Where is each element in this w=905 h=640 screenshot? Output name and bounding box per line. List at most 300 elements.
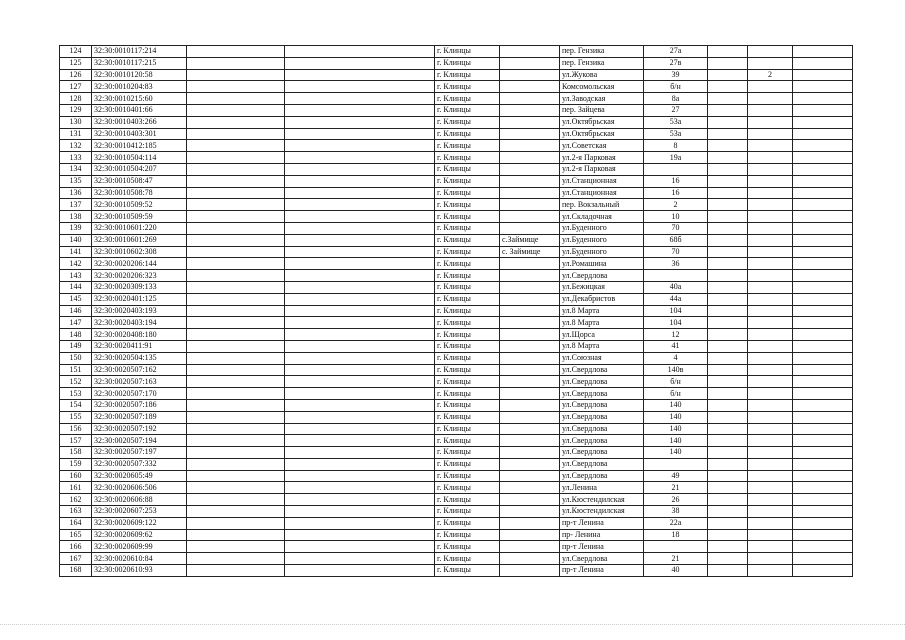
cell-cadastral-number: 32:30:0010412:185 (92, 140, 187, 152)
cell-city: г. Клинцы (435, 541, 500, 553)
cell-house-number: б/н (644, 81, 708, 93)
cell-empty (285, 411, 435, 423)
cell-empty (187, 352, 285, 364)
table-row (60, 293, 853, 305)
cell-city: г. Клинцы (435, 163, 500, 175)
cell-extra (748, 163, 793, 175)
cell-empty (285, 281, 435, 293)
cell-cadastral-number: 32:30:0020507:197 (92, 447, 187, 459)
cell-locality (500, 187, 560, 199)
cell-empty (285, 553, 435, 565)
cell-empty (187, 376, 285, 388)
cell-city: г. Клинцы (435, 246, 500, 258)
cell-cadastral-number: 32:30:0010117:215 (92, 57, 187, 69)
cell-empty (187, 246, 285, 258)
cell-cadastral-number: 32:30:0010602:308 (92, 246, 187, 258)
cell-cadastral-number: 32:30:0020309:133 (92, 281, 187, 293)
cell-extra (748, 305, 793, 317)
cell-cadastral-number: 32:30:0020206:323 (92, 270, 187, 282)
cell-locality (500, 352, 560, 364)
cell-extra (748, 199, 793, 211)
cell-empty (285, 376, 435, 388)
cell-empty (708, 81, 748, 93)
cell-row-number: 138 (60, 211, 92, 223)
table-row (60, 376, 853, 388)
cell-house-number: 53а (644, 128, 708, 140)
cell-empty (793, 482, 853, 494)
cell-row-number: 136 (60, 187, 92, 199)
cell-empty (187, 423, 285, 435)
cell-extra (748, 128, 793, 140)
cell-empty (793, 376, 853, 388)
table-row (60, 187, 853, 199)
cell-empty (708, 317, 748, 329)
cell-empty (708, 234, 748, 246)
cell-empty (793, 399, 853, 411)
cell-city: г. Клинцы (435, 128, 500, 140)
cell-empty (793, 140, 853, 152)
cell-extra (748, 281, 793, 293)
cell-locality (500, 364, 560, 376)
cell-street: ул.2-я Парковая (560, 163, 644, 175)
cell-locality (500, 517, 560, 529)
cell-street: ул.Свердлова (560, 376, 644, 388)
cell-extra (748, 116, 793, 128)
cell-street: пер. Гензика (560, 46, 644, 58)
cell-empty (187, 46, 285, 58)
cell-row-number: 131 (60, 128, 92, 140)
cell-house-number: 4 (644, 352, 708, 364)
cell-locality (500, 317, 560, 329)
cell-cadastral-number: 32:30:0020609:122 (92, 517, 187, 529)
cell-extra (748, 270, 793, 282)
cell-empty (285, 140, 435, 152)
cell-city: г. Клинцы (435, 81, 500, 93)
cell-empty (187, 128, 285, 140)
cell-empty (708, 565, 748, 577)
cell-empty (285, 104, 435, 116)
cell-empty (708, 222, 748, 234)
cell-row-number: 168 (60, 565, 92, 577)
cell-locality (500, 175, 560, 187)
table-row (60, 506, 853, 518)
cell-street: ул.Свердлова (560, 458, 644, 470)
cell-empty (187, 364, 285, 376)
cell-city: г. Клинцы (435, 293, 500, 305)
cell-house-number: 38 (644, 506, 708, 518)
cell-row-number: 151 (60, 364, 92, 376)
cell-house-number: 68б (644, 234, 708, 246)
cell-empty (793, 435, 853, 447)
cell-empty (708, 435, 748, 447)
table-row (60, 399, 853, 411)
cell-city: г. Клинцы (435, 57, 500, 69)
table-row (60, 270, 853, 282)
cell-row-number: 142 (60, 258, 92, 270)
cell-empty (187, 116, 285, 128)
cell-cadastral-number: 32:30:0020605:49 (92, 470, 187, 482)
cell-empty (793, 211, 853, 223)
cell-row-number: 166 (60, 541, 92, 553)
cell-row-number: 139 (60, 222, 92, 234)
cell-house-number: 27а (644, 46, 708, 58)
table-row (60, 93, 853, 105)
cell-cadastral-number: 32:30:0020507:186 (92, 399, 187, 411)
cell-street: ул.Станционная (560, 187, 644, 199)
cell-cadastral-number: 32:30:0010601:220 (92, 222, 187, 234)
cell-empty (793, 104, 853, 116)
cell-empty (285, 494, 435, 506)
cell-empty (187, 93, 285, 105)
cell-house-number: 40 (644, 565, 708, 577)
cell-extra (748, 152, 793, 164)
cell-row-number: 130 (60, 116, 92, 128)
cell-city: г. Клинцы (435, 388, 500, 400)
cell-empty (793, 565, 853, 577)
cell-locality (500, 293, 560, 305)
table-row (60, 423, 853, 435)
cell-street: ул.2-я Парковая (560, 152, 644, 164)
cell-row-number: 153 (60, 388, 92, 400)
cell-locality: с. Займище (500, 246, 560, 258)
cell-empty (285, 152, 435, 164)
table-body (60, 46, 853, 577)
cell-city: г. Клинцы (435, 46, 500, 58)
cell-empty (187, 152, 285, 164)
cell-row-number: 167 (60, 553, 92, 565)
cell-empty (187, 270, 285, 282)
cell-street: ул.Заводская (560, 93, 644, 105)
cell-empty (793, 541, 853, 553)
cell-row-number: 147 (60, 317, 92, 329)
cell-city: г. Клинцы (435, 376, 500, 388)
cell-cadastral-number: 32:30:0010204:83 (92, 81, 187, 93)
cell-extra (748, 140, 793, 152)
table-row (60, 305, 853, 317)
cell-street: ул.Октябрьская (560, 116, 644, 128)
cell-empty (187, 187, 285, 199)
cell-cadastral-number: 32:30:0020403:193 (92, 305, 187, 317)
cell-empty (708, 246, 748, 258)
cell-empty (285, 340, 435, 352)
cell-empty (285, 293, 435, 305)
cell-locality (500, 447, 560, 459)
cell-street: пер. Гензика (560, 57, 644, 69)
cell-street: ул.Октябрьская (560, 128, 644, 140)
cell-empty (285, 529, 435, 541)
cell-extra (748, 388, 793, 400)
cell-row-number: 129 (60, 104, 92, 116)
cell-house-number: 140в (644, 364, 708, 376)
cell-house-number: 104 (644, 317, 708, 329)
cell-empty (793, 187, 853, 199)
cell-empty (708, 281, 748, 293)
cell-cadastral-number: 32:30:0020411:91 (92, 340, 187, 352)
cell-empty (187, 211, 285, 223)
cell-street: пр-т Ленина (560, 541, 644, 553)
cell-empty (793, 175, 853, 187)
cell-empty (708, 423, 748, 435)
cell-empty (285, 222, 435, 234)
cell-locality (500, 305, 560, 317)
cell-empty (187, 69, 285, 81)
cell-city: г. Клинцы (435, 458, 500, 470)
cell-house-number: 49 (644, 470, 708, 482)
cell-empty (708, 104, 748, 116)
cell-cadastral-number: 32:30:0010120:58 (92, 69, 187, 81)
cell-extra (748, 211, 793, 223)
cell-empty (793, 270, 853, 282)
cell-house-number: 10 (644, 211, 708, 223)
cell-row-number: 143 (60, 270, 92, 282)
cell-empty (793, 222, 853, 234)
cell-house-number: 2 (644, 199, 708, 211)
cell-city: г. Клинцы (435, 482, 500, 494)
table-row (60, 458, 853, 470)
cell-locality (500, 541, 560, 553)
cell-city: г. Клинцы (435, 340, 500, 352)
table-row (60, 340, 853, 352)
table-row (60, 104, 853, 116)
cell-cadastral-number: 32:30:0010403:266 (92, 116, 187, 128)
cell-extra (748, 517, 793, 529)
cell-city: г. Клинцы (435, 270, 500, 282)
cell-empty (793, 411, 853, 423)
cell-city: г. Клинцы (435, 175, 500, 187)
cell-row-number: 161 (60, 482, 92, 494)
cell-locality (500, 329, 560, 341)
cell-empty (708, 187, 748, 199)
cell-house-number (644, 163, 708, 175)
cell-empty (187, 222, 285, 234)
cell-locality (500, 482, 560, 494)
cell-cadastral-number: 32:30:0020507:189 (92, 411, 187, 423)
cell-empty (708, 211, 748, 223)
cell-locality (500, 506, 560, 518)
cell-street: ул.Буденного (560, 246, 644, 258)
cell-empty (285, 352, 435, 364)
cell-house-number: 104 (644, 305, 708, 317)
cell-house-number: 21 (644, 553, 708, 565)
cell-extra (748, 352, 793, 364)
cell-empty (285, 163, 435, 175)
cell-street: ул.Кюстендилская (560, 494, 644, 506)
cell-extra (748, 565, 793, 577)
cell-row-number: 134 (60, 163, 92, 175)
cell-row-number: 124 (60, 46, 92, 58)
cell-cadastral-number: 32:30:0010508:78 (92, 187, 187, 199)
cell-empty (793, 423, 853, 435)
cell-street: Комсомольская (560, 81, 644, 93)
cell-row-number: 158 (60, 447, 92, 459)
cell-empty (187, 388, 285, 400)
cell-empty (285, 506, 435, 518)
cell-empty (285, 517, 435, 529)
cell-city: г. Клинцы (435, 152, 500, 164)
cell-locality (500, 69, 560, 81)
cell-empty (187, 565, 285, 577)
cell-house-number: 44а (644, 293, 708, 305)
cell-empty (285, 364, 435, 376)
cell-city: г. Клинцы (435, 222, 500, 234)
cell-row-number: 127 (60, 81, 92, 93)
cell-cadastral-number: 32:30:0020610:93 (92, 565, 187, 577)
cell-street: ул.Свердлова (560, 364, 644, 376)
cell-row-number: 126 (60, 69, 92, 81)
cell-city: г. Клинцы (435, 411, 500, 423)
cell-cadastral-number: 32:30:0010601:269 (92, 234, 187, 246)
cell-empty (793, 506, 853, 518)
cell-cadastral-number: 32:30:0020408:180 (92, 329, 187, 341)
cell-empty (285, 317, 435, 329)
cell-empty (187, 199, 285, 211)
cell-empty (708, 352, 748, 364)
cell-empty (793, 458, 853, 470)
cell-city: г. Клинцы (435, 93, 500, 105)
cell-extra (748, 93, 793, 105)
table-row (60, 541, 853, 553)
cell-house-number: 18 (644, 529, 708, 541)
cell-empty (793, 470, 853, 482)
cell-empty (708, 447, 748, 459)
cell-city: г. Клинцы (435, 116, 500, 128)
cell-empty (708, 517, 748, 529)
cell-house-number: б/н (644, 376, 708, 388)
table-row (60, 317, 853, 329)
cell-empty (187, 281, 285, 293)
cell-locality (500, 163, 560, 175)
cell-empty (708, 506, 748, 518)
cell-house-number: 8 (644, 140, 708, 152)
cell-street: пр-т Ленина (560, 517, 644, 529)
cell-locality (500, 553, 560, 565)
cell-locality (500, 104, 560, 116)
cell-empty (285, 81, 435, 93)
cell-street: ул.Буденного (560, 234, 644, 246)
cell-extra (748, 447, 793, 459)
cell-empty (187, 529, 285, 541)
cell-cadastral-number: 32:30:0020606:506 (92, 482, 187, 494)
cell-house-number: 16 (644, 175, 708, 187)
cell-empty (708, 553, 748, 565)
cell-empty (285, 388, 435, 400)
cell-cadastral-number: 32:30:0020609:99 (92, 541, 187, 553)
table-row (60, 435, 853, 447)
cell-empty (285, 399, 435, 411)
cell-extra (748, 541, 793, 553)
cell-empty (793, 447, 853, 459)
cell-extra (748, 423, 793, 435)
cell-house-number: б/н (644, 388, 708, 400)
table-row (60, 447, 853, 459)
cell-empty (793, 93, 853, 105)
cell-extra (748, 246, 793, 258)
cell-city: г. Клинцы (435, 352, 500, 364)
cell-cadastral-number: 32:30:0020607:253 (92, 506, 187, 518)
cell-empty (187, 81, 285, 93)
cell-empty (285, 482, 435, 494)
table-row (60, 529, 853, 541)
cell-cadastral-number: 32:30:0010509:59 (92, 211, 187, 223)
cell-street: ул.Свердлова (560, 388, 644, 400)
cell-house-number: 26 (644, 494, 708, 506)
cell-empty (793, 152, 853, 164)
table-row (60, 140, 853, 152)
cell-extra (748, 317, 793, 329)
cell-empty (187, 329, 285, 341)
cell-extra (748, 553, 793, 565)
cell-city: г. Клинцы (435, 234, 500, 246)
cell-cadastral-number: 32:30:0020606:88 (92, 494, 187, 506)
cell-extra (748, 494, 793, 506)
cell-locality (500, 140, 560, 152)
table-row (60, 81, 853, 93)
cell-house-number: 70 (644, 222, 708, 234)
cell-empty (187, 458, 285, 470)
cell-empty (708, 329, 748, 341)
table-row (60, 246, 853, 258)
cell-empty (793, 305, 853, 317)
cell-locality (500, 222, 560, 234)
cell-locality (500, 340, 560, 352)
cell-locality (500, 399, 560, 411)
cell-city: г. Клинцы (435, 317, 500, 329)
cell-city: г. Клинцы (435, 258, 500, 270)
table-row (60, 116, 853, 128)
cell-row-number: 157 (60, 435, 92, 447)
cell-street: ул.Ленина (560, 482, 644, 494)
cell-empty (285, 270, 435, 282)
cell-empty (285, 435, 435, 447)
cell-locality (500, 470, 560, 482)
cell-city: г. Клинцы (435, 423, 500, 435)
cell-row-number: 144 (60, 281, 92, 293)
cell-house-number (644, 541, 708, 553)
cell-extra (748, 458, 793, 470)
cell-street: ул.Свердлова (560, 270, 644, 282)
cell-cadastral-number: 32:30:0010117:214 (92, 46, 187, 58)
cell-house-number: 140 (644, 399, 708, 411)
cell-house-number: 41 (644, 340, 708, 352)
cell-locality (500, 281, 560, 293)
cell-row-number: 152 (60, 376, 92, 388)
cell-row-number: 140 (60, 234, 92, 246)
cell-empty (187, 258, 285, 270)
cell-city: г. Клинцы (435, 211, 500, 223)
cell-extra (748, 506, 793, 518)
cell-row-number: 160 (60, 470, 92, 482)
table-row (60, 46, 853, 58)
cell-locality (500, 388, 560, 400)
cell-empty (708, 482, 748, 494)
cell-locality (500, 376, 560, 388)
cell-empty (187, 470, 285, 482)
cell-cadastral-number: 32:30:0020403:194 (92, 317, 187, 329)
cell-empty (285, 234, 435, 246)
cell-locality (500, 270, 560, 282)
cell-house-number: 21 (644, 482, 708, 494)
cell-house-number: 27 (644, 104, 708, 116)
cell-city: г. Клинцы (435, 553, 500, 565)
cell-row-number: 162 (60, 494, 92, 506)
cell-row-number: 156 (60, 423, 92, 435)
cell-empty (708, 140, 748, 152)
cell-house-number: 22а (644, 517, 708, 529)
cell-empty (187, 293, 285, 305)
cell-house-number: 53а (644, 116, 708, 128)
cell-street: ул.Декабристов (560, 293, 644, 305)
cell-locality (500, 128, 560, 140)
